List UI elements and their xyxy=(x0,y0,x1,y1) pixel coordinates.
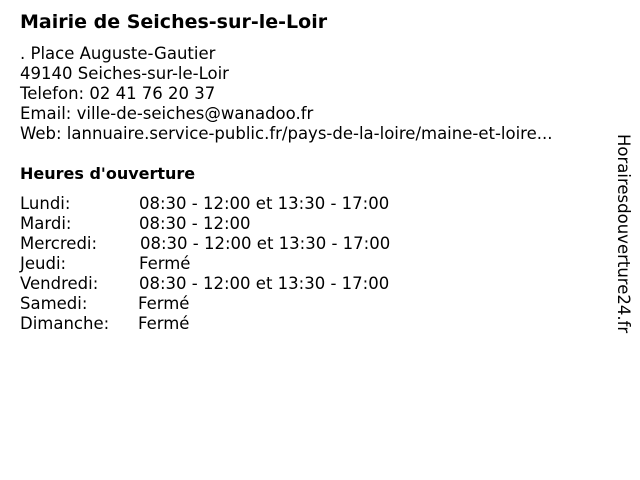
street-address: . Place Auguste-Gautier xyxy=(20,44,216,63)
email-link[interactable]: ville-de-seiches@wanadoo.fr xyxy=(76,104,314,123)
hours-value: Fermé xyxy=(138,294,190,313)
city-address: 49140 Seiches-sur-le-Loir xyxy=(20,64,229,83)
day-label: Lundi: xyxy=(20,194,71,213)
day-label: Jeudi: xyxy=(20,254,67,273)
site-watermark xyxy=(612,134,634,346)
page-title: Mairie de Seiches-sur-le-Loir xyxy=(20,11,328,33)
web-line xyxy=(20,124,552,144)
web-link[interactable]: lannuaire.service-public.fr/pays-de-la-loire/maine-et-loire... xyxy=(66,124,553,143)
hours-value: 08:30 - 12:00 et 13:30 - 17:00 xyxy=(139,194,390,213)
address-block xyxy=(20,44,552,144)
day-label: Samedi: xyxy=(20,294,88,313)
day-label: Mercredi: xyxy=(20,234,98,253)
opening-hours-heading: Heures d'ouverture xyxy=(20,164,196,183)
hours-value: 08:30 - 12:00 et 13:30 - 17:00 xyxy=(140,234,391,253)
day-label: Dimanche: xyxy=(20,314,110,333)
email-label: Email: xyxy=(20,104,72,123)
hours-value: Fermé xyxy=(138,314,190,333)
phone-number: Telefon: 02 41 76 20 37 xyxy=(20,84,216,103)
day-label: Mardi: xyxy=(20,214,72,233)
watermark-text: Horairesdouverture24.fr xyxy=(614,134,633,334)
day-label: Vendredi: xyxy=(20,274,99,293)
hours-value: 08:30 - 12:00 xyxy=(139,214,251,233)
email-line xyxy=(20,104,552,124)
web-label: Web: xyxy=(20,124,62,143)
hours-value: Fermé xyxy=(139,254,191,273)
hours-value: 08:30 - 12:00 et 13:30 - 17:00 xyxy=(139,274,390,293)
